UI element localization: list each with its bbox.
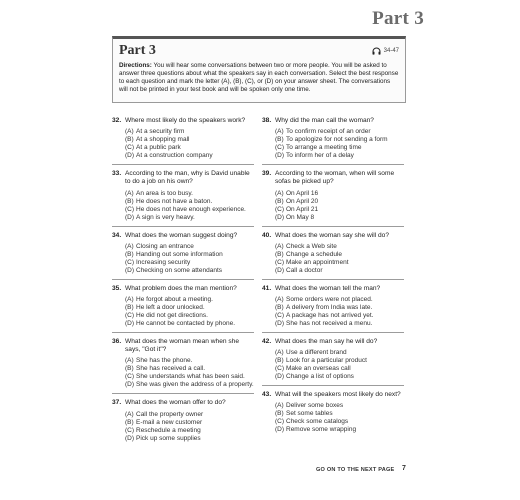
answer-options	[275, 128, 404, 160]
option-letter: (D)	[275, 266, 285, 274]
answer-option	[275, 365, 404, 373]
option-letter: (B)	[125, 365, 134, 373]
option-text: Change a list of options	[286, 373, 354, 381]
question-text: What does the woman offer to do?	[125, 399, 226, 407]
option-text: She was given the address of a property.	[136, 381, 254, 389]
question-divider	[262, 279, 404, 280]
question-number: 32.	[112, 117, 122, 124]
option-letter: (C)	[275, 258, 285, 266]
answer-option	[275, 349, 404, 357]
option-letter: (A)	[275, 189, 284, 197]
go-on-next-page: GO ON TO THE NEXT PAGE	[316, 467, 395, 473]
option-letter: (C)	[125, 144, 135, 152]
answer-option	[125, 267, 254, 275]
question-35	[112, 285, 254, 328]
question-text: What does the man say he will do?	[275, 338, 378, 346]
option-letter: (A)	[275, 128, 284, 136]
answer-option	[125, 214, 254, 222]
option-text: On April 20	[286, 197, 319, 205]
question-text: What does the woman suggest doing?	[125, 231, 238, 239]
option-text: At a security firm	[136, 128, 185, 136]
answer-option	[125, 144, 254, 152]
question-stem	[112, 338, 254, 354]
answer-options	[275, 243, 404, 275]
option-letter: (C)	[125, 205, 135, 213]
option-letter: (B)	[275, 410, 284, 418]
option-letter: (A)	[125, 128, 134, 136]
option-text: He does not have a baton.	[136, 197, 213, 205]
answer-options	[125, 411, 254, 443]
answer-options	[275, 402, 404, 434]
option-text: Look for a particular product	[286, 357, 367, 365]
option-text: Set some tables	[286, 410, 333, 418]
option-text: Handing out some information	[136, 250, 223, 258]
question-number: 36.	[112, 338, 122, 346]
option-text: Use a different brand	[286, 349, 347, 357]
question-42	[262, 338, 404, 381]
page-header-title: Part 3	[372, 8, 424, 29]
question-stem	[262, 391, 404, 399]
option-letter: (C)	[275, 418, 285, 426]
question-divider	[112, 332, 254, 333]
answer-option	[275, 214, 404, 222]
question-text: Where most likely do the speakers work?	[125, 117, 246, 124]
option-text: To apologize for not sending a form	[286, 136, 388, 144]
answer-option	[125, 190, 254, 198]
option-text: Check some catalogs	[286, 418, 349, 426]
answer-option	[125, 357, 254, 365]
answer-option	[275, 259, 404, 267]
option-letter: (D)	[275, 426, 285, 434]
answer-option	[125, 136, 254, 144]
option-text: Make an appointment	[286, 258, 349, 266]
question-divider	[262, 226, 404, 227]
answer-option	[125, 427, 254, 435]
option-text: Remove some wrapping	[286, 426, 357, 434]
option-letter: (B)	[125, 418, 134, 426]
headphones-icon	[372, 47, 381, 55]
option-letter: (B)	[125, 250, 134, 258]
question-37	[112, 399, 254, 442]
left-question-column	[112, 117, 254, 443]
option-letter: (B)	[275, 136, 284, 144]
option-letter: (C)	[275, 144, 285, 152]
option-letter: (A)	[125, 296, 134, 304]
option-letter: (C)	[125, 426, 135, 434]
answer-option	[275, 312, 404, 320]
answer-options	[125, 296, 254, 328]
question-text: According to the man, why is David unable to do a job on his own?	[125, 170, 250, 186]
option-text: He does not have enough experience.	[136, 205, 246, 213]
answer-options	[125, 128, 254, 160]
option-text: At a construction company	[136, 152, 213, 160]
answer-option	[275, 357, 404, 365]
option-letter: (C)	[125, 312, 135, 320]
answer-options	[275, 296, 404, 328]
audio-track	[372, 47, 399, 55]
question-divider	[262, 332, 404, 333]
option-text: A package has not arrived yet.	[286, 312, 374, 320]
option-text: On April 16	[286, 189, 319, 197]
question-divider	[112, 164, 254, 165]
option-letter: (A)	[275, 296, 284, 304]
question-divider	[112, 279, 254, 280]
question-38	[262, 117, 404, 160]
option-letter: (D)	[125, 152, 135, 160]
question-stem	[112, 117, 254, 125]
answer-option	[275, 402, 404, 410]
question-number: 35.	[112, 284, 122, 292]
answer-option	[125, 312, 254, 320]
answer-option	[275, 267, 404, 275]
answer-option	[275, 418, 404, 426]
answer-option	[275, 198, 404, 206]
answer-option	[125, 419, 254, 427]
option-letter: (A)	[125, 242, 134, 250]
question-32	[112, 117, 254, 160]
option-letter: (A)	[275, 349, 284, 357]
option-letter: (B)	[125, 304, 134, 312]
answer-options	[125, 243, 254, 275]
option-text: E-mail a new customer	[136, 418, 203, 426]
directions-label: Directions:	[119, 62, 152, 69]
question-39	[262, 170, 404, 221]
answer-option	[275, 251, 404, 259]
question-text: What does the woman mean when she says, "Got it"?	[125, 338, 239, 354]
option-letter: (A)	[275, 402, 284, 410]
option-text: He cannot be contacted by phone.	[136, 320, 236, 328]
option-letter: (A)	[125, 410, 134, 418]
option-letter: (D)	[125, 266, 135, 274]
question-divider	[112, 393, 254, 394]
answer-option	[125, 198, 254, 206]
answer-option	[275, 206, 404, 214]
option-letter: (A)	[275, 242, 284, 250]
option-text: At a public park	[136, 144, 181, 152]
page-number: 7	[402, 465, 406, 472]
question-stem	[262, 170, 404, 186]
option-text: Checking on some attendants	[136, 266, 222, 274]
option-letter: (C)	[275, 312, 285, 320]
answer-options	[275, 190, 404, 222]
question-stem	[112, 170, 254, 186]
question-number: 33.	[112, 170, 122, 178]
question-number: 42.	[262, 338, 272, 346]
answer-option	[125, 365, 254, 373]
answer-option	[275, 320, 404, 328]
option-text: He did not get directions.	[136, 312, 208, 320]
question-40	[262, 232, 404, 275]
option-letter: (D)	[275, 152, 285, 160]
option-letter: (D)	[125, 213, 135, 221]
option-text: Increasing security	[136, 258, 191, 266]
option-letter: (B)	[275, 357, 284, 365]
question-divider	[112, 226, 254, 227]
option-text: Make an overseas call	[286, 365, 351, 373]
answer-option	[125, 373, 254, 381]
answer-option	[275, 296, 404, 304]
question-number: 34.	[112, 231, 122, 239]
answer-option	[275, 243, 404, 251]
answer-option	[125, 435, 254, 443]
question-stem	[262, 338, 404, 346]
option-letter: (B)	[275, 304, 284, 312]
answer-option	[275, 373, 404, 381]
question-text: What does the woman tell the man?	[275, 284, 381, 292]
question-text: According to the woman, when will some sofas be picked up?	[275, 170, 395, 186]
answer-options	[275, 349, 404, 381]
answer-option	[275, 128, 404, 136]
option-letter: (D)	[275, 373, 285, 381]
option-letter: (A)	[125, 357, 134, 365]
answer-option	[125, 320, 254, 328]
option-text: Deliver some boxes	[286, 402, 344, 410]
option-text: Some orders were not placed.	[286, 296, 373, 304]
answer-option	[275, 152, 404, 160]
answer-option	[125, 296, 254, 304]
option-text: To inform her of a delay	[286, 152, 354, 160]
answer-option	[275, 190, 404, 198]
question-text: What problem does the man mention?	[125, 284, 237, 292]
option-text: Change a schedule	[286, 250, 343, 258]
answer-option	[125, 243, 254, 251]
question-36	[112, 338, 254, 389]
option-text: A sign is very heavy.	[136, 213, 195, 221]
question-stem	[112, 399, 254, 407]
box-title: Part 3	[119, 43, 156, 58]
question-number: 40.	[262, 231, 272, 239]
answer-option	[275, 426, 404, 434]
answer-option	[275, 304, 404, 312]
option-text: She has not received a menu.	[286, 320, 373, 328]
question-text: What does the woman say she will do?	[275, 231, 389, 239]
option-text: Pick up some supplies	[136, 434, 201, 442]
option-text: Closing an entrance	[136, 242, 194, 250]
answer-option	[125, 381, 254, 389]
question-34	[112, 232, 254, 275]
option-letter: (B)	[125, 197, 134, 205]
question-33	[112, 170, 254, 221]
answer-option	[125, 304, 254, 312]
option-letter: (D)	[125, 434, 135, 442]
answer-option	[275, 144, 404, 152]
directions-box	[112, 36, 406, 103]
option-text: At a shopping mall	[136, 136, 190, 144]
question-number: 39.	[262, 170, 272, 178]
answer-option	[125, 128, 254, 136]
answer-options	[125, 190, 254, 222]
option-text: To arrange a meeting time	[286, 144, 362, 152]
option-letter: (B)	[125, 136, 134, 144]
option-text: She understands what has been said.	[136, 373, 245, 381]
right-question-column	[262, 117, 404, 434]
question-number: 37.	[112, 399, 122, 407]
question-stem	[262, 232, 404, 240]
option-text: She has received a call.	[136, 365, 206, 373]
question-stem	[262, 285, 404, 293]
question-number: 43.	[262, 391, 272, 399]
option-letter: (C)	[125, 258, 135, 266]
answer-option	[125, 259, 254, 267]
option-letter: (D)	[125, 381, 135, 389]
question-stem	[112, 232, 254, 240]
question-text: Why did the man call the woman?	[275, 117, 374, 124]
directions-body: You will hear some conversations between two or more people. You will be asked to answer three questions about what the speakers say in each conversation. Select the best response to each question and mark the letter (A), (B), (C), or (D) on your answer sheet. The conversations will not be printed in your test book and will be spoken only one time.	[119, 62, 399, 94]
option-text: On April 21	[286, 205, 319, 213]
directions-text	[119, 62, 399, 94]
option-text: To confirm receipt of an order	[286, 128, 371, 136]
answer-option	[275, 410, 404, 418]
answer-options	[125, 357, 254, 389]
answer-option	[125, 206, 254, 214]
option-letter: (B)	[275, 250, 284, 258]
option-text: A delivery from India was late.	[286, 304, 373, 312]
answer-option	[125, 411, 254, 419]
option-text: Reschedule a meeting	[136, 426, 201, 434]
question-number: 41.	[262, 284, 272, 292]
answer-option	[125, 152, 254, 160]
option-text: An area is too busy.	[136, 189, 193, 197]
option-letter: (D)	[125, 320, 135, 328]
question-41	[262, 285, 404, 328]
track-number: 34-47	[383, 48, 399, 54]
option-letter: (D)	[275, 320, 285, 328]
option-text: He forgot about a meeting.	[136, 296, 213, 304]
option-text: Call the property owner	[136, 410, 204, 418]
question-stem	[112, 285, 254, 293]
question-text: What will the speakers most likely do next?	[275, 391, 401, 399]
option-letter: (C)	[275, 365, 285, 373]
answer-option	[275, 136, 404, 144]
option-letter: (C)	[275, 205, 285, 213]
option-text: She has the phone.	[136, 357, 193, 365]
option-text: He left a door unlocked.	[136, 304, 205, 312]
option-letter: (A)	[125, 189, 134, 197]
answer-option	[125, 251, 254, 259]
option-text: Check a Web site	[286, 242, 337, 250]
question-number: 38.	[262, 117, 272, 124]
option-letter: (B)	[275, 197, 284, 205]
question-43	[262, 391, 404, 434]
question-divider	[262, 385, 404, 386]
question-divider	[262, 164, 404, 165]
option-letter: (D)	[275, 213, 285, 221]
question-stem	[262, 117, 404, 125]
option-letter: (C)	[125, 373, 135, 381]
option-text: Call a doctor	[286, 266, 323, 274]
option-text: On May 8	[286, 213, 315, 221]
